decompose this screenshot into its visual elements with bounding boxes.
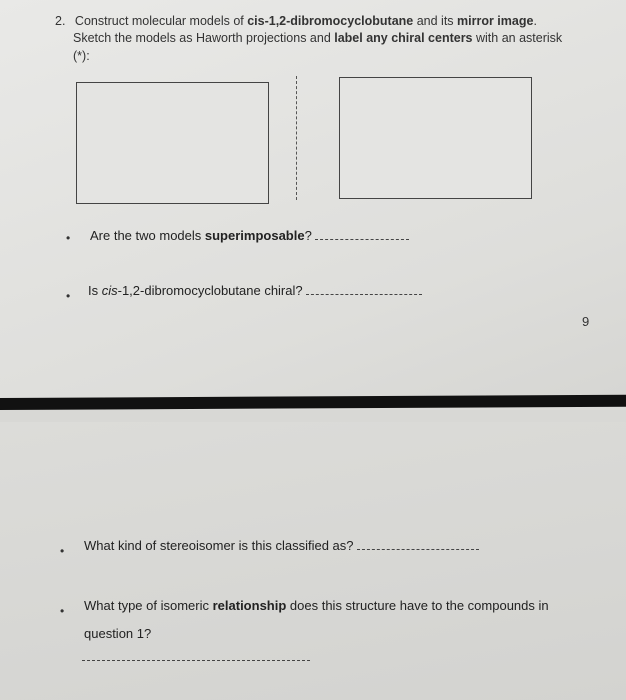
b1-text-a: Are the two models bbox=[90, 228, 205, 243]
question-2-line-2 bbox=[73, 31, 562, 45]
bullet-marker: • bbox=[60, 604, 65, 618]
answer-box-left[interactable] bbox=[76, 82, 269, 204]
page-lower-section bbox=[0, 422, 626, 700]
q-text-chiral: label any chiral centers bbox=[334, 31, 473, 45]
b2-text-c: -1,2-dibromocyclobutane chiral? bbox=[117, 283, 303, 298]
q-text-2c: with an asterisk bbox=[472, 31, 563, 45]
q-text-1c: and its bbox=[413, 14, 458, 28]
answer-blank-stereoisomer[interactable] bbox=[357, 541, 479, 550]
bullet-superimposable bbox=[90, 228, 409, 243]
bullet-relationship bbox=[84, 598, 549, 613]
q-text-1e: . bbox=[533, 14, 537, 28]
q-text-2a: Sketch the models as Haworth projections and bbox=[73, 31, 335, 45]
b1-text-bold: superimposable bbox=[204, 228, 305, 243]
bullet-marker: • bbox=[66, 289, 71, 303]
b4-text-a: What type of isomeric bbox=[84, 598, 213, 613]
page-number: 9 bbox=[582, 314, 590, 329]
b4-text-bold: relationship bbox=[212, 598, 287, 613]
bullet-relationship-line-2: question 1? bbox=[84, 626, 152, 641]
b4-text-c: does this structure have to the compounds in bbox=[286, 598, 549, 613]
answer-box-right[interactable] bbox=[339, 77, 532, 199]
q-text-1a: Construct molecular models of bbox=[74, 14, 248, 28]
bullet-marker: • bbox=[66, 231, 71, 245]
bullet-chiral bbox=[88, 283, 422, 298]
question-2-line-3: (*): bbox=[73, 49, 90, 63]
answer-blank-relationship[interactable] bbox=[82, 660, 310, 661]
b2-text-a: Is bbox=[88, 283, 102, 298]
page-divider-bar bbox=[0, 395, 626, 410]
question-number: 2. bbox=[55, 14, 66, 28]
answer-blank-superimposable[interactable] bbox=[315, 231, 409, 240]
b3-text: What kind of stereoisomer is this classified as? bbox=[84, 538, 354, 553]
b2-text-cis: cis bbox=[101, 283, 118, 298]
q-text-mirror: mirror image bbox=[457, 14, 534, 28]
bullet-stereoisomer bbox=[84, 538, 479, 553]
q-text-compound: cis-1,2-dibromocyclobutane bbox=[247, 14, 414, 28]
answer-blank-chiral[interactable] bbox=[306, 286, 422, 295]
bullet-marker: • bbox=[60, 544, 65, 558]
b1-text-c: ? bbox=[304, 228, 312, 243]
mirror-plane-dashed-line bbox=[296, 76, 297, 200]
question-2-line-1 bbox=[55, 14, 537, 28]
